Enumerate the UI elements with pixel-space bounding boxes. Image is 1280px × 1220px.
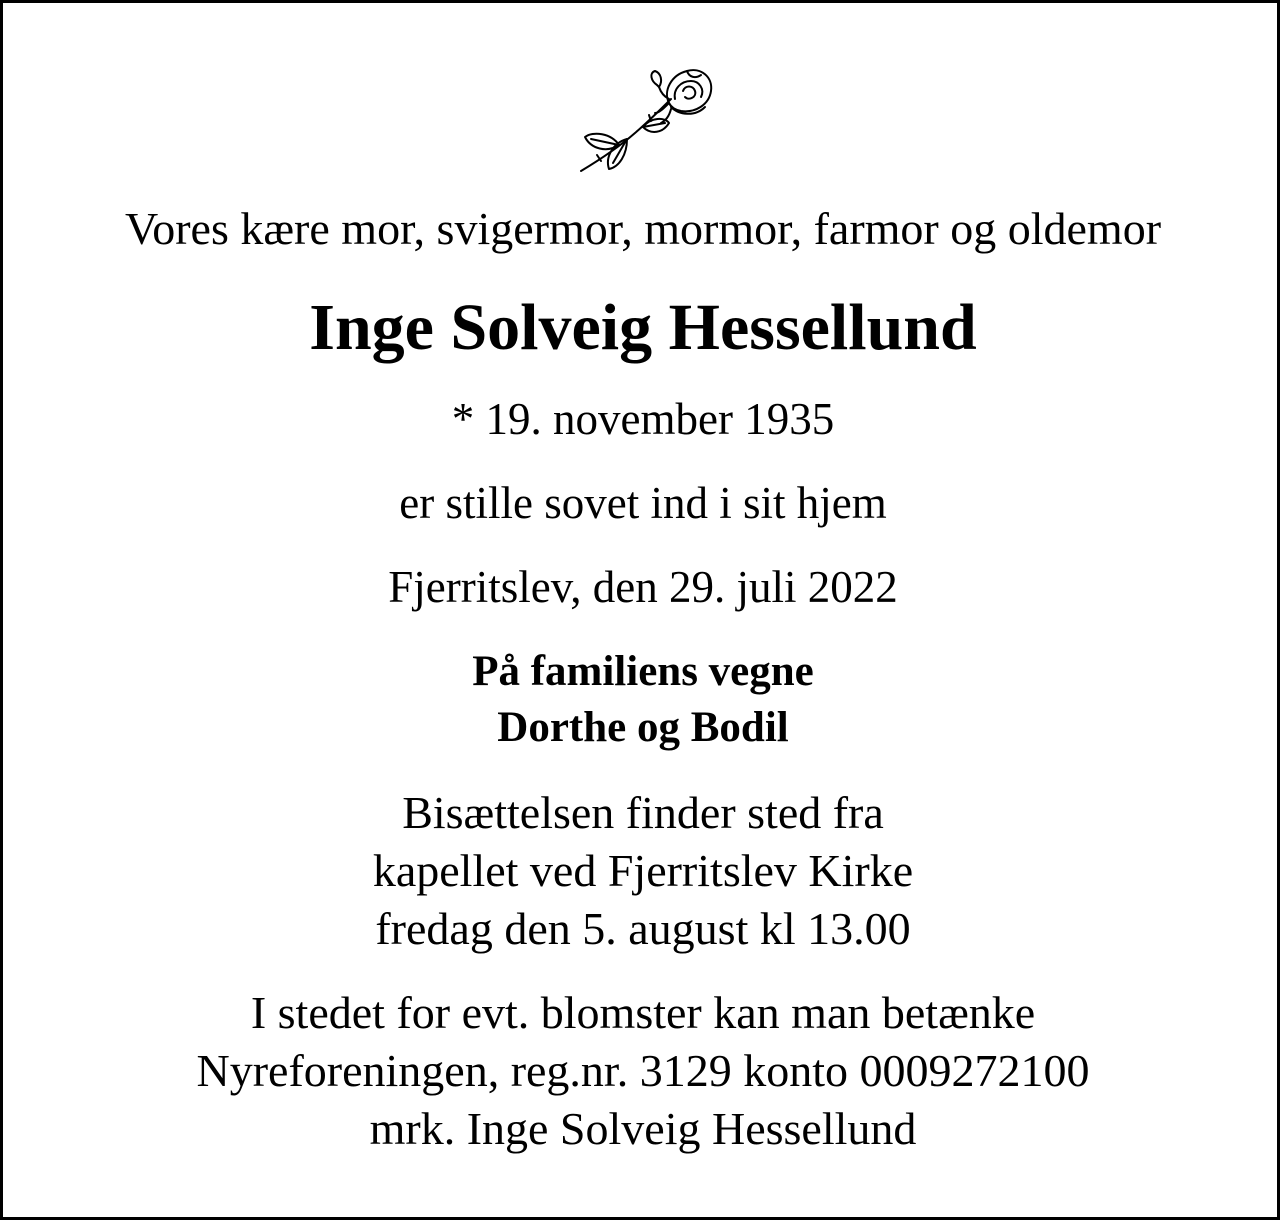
- birth-date: * 19. november 1935: [451, 394, 835, 444]
- passing-text: er stille sovet ind i sit hjem: [399, 478, 887, 528]
- family-line-1: På familiens vegne: [472, 648, 814, 695]
- rose-icon: [571, 63, 721, 178]
- donation-line-1: I stedet for evt. blomster kan man betænke: [250, 987, 1036, 1038]
- donation-line-2: Nyreforeningen, reg.nr. 3129 konto 0009272100: [196, 1045, 1090, 1096]
- funeral-line-2: kapellet ved Fjerritslev Kirke: [372, 845, 914, 896]
- donation-line-3: mrk. Inge Solveig Hessellund: [369, 1103, 917, 1154]
- family-line-2: Dorthe og Bodil: [497, 704, 789, 751]
- funeral-line-1: Bisættelsen finder sted fra: [402, 787, 884, 838]
- intro-text: Vores kære mor, svigermor, mormor, farmor og oldemor: [124, 203, 1162, 254]
- deceased-name: Inge Solveig Hessellund: [309, 291, 977, 364]
- place-and-date: Fjerritslev, den 29. juli 2022: [388, 562, 898, 612]
- funeral-line-3: fredag den 5. august kl 13.00: [375, 903, 911, 954]
